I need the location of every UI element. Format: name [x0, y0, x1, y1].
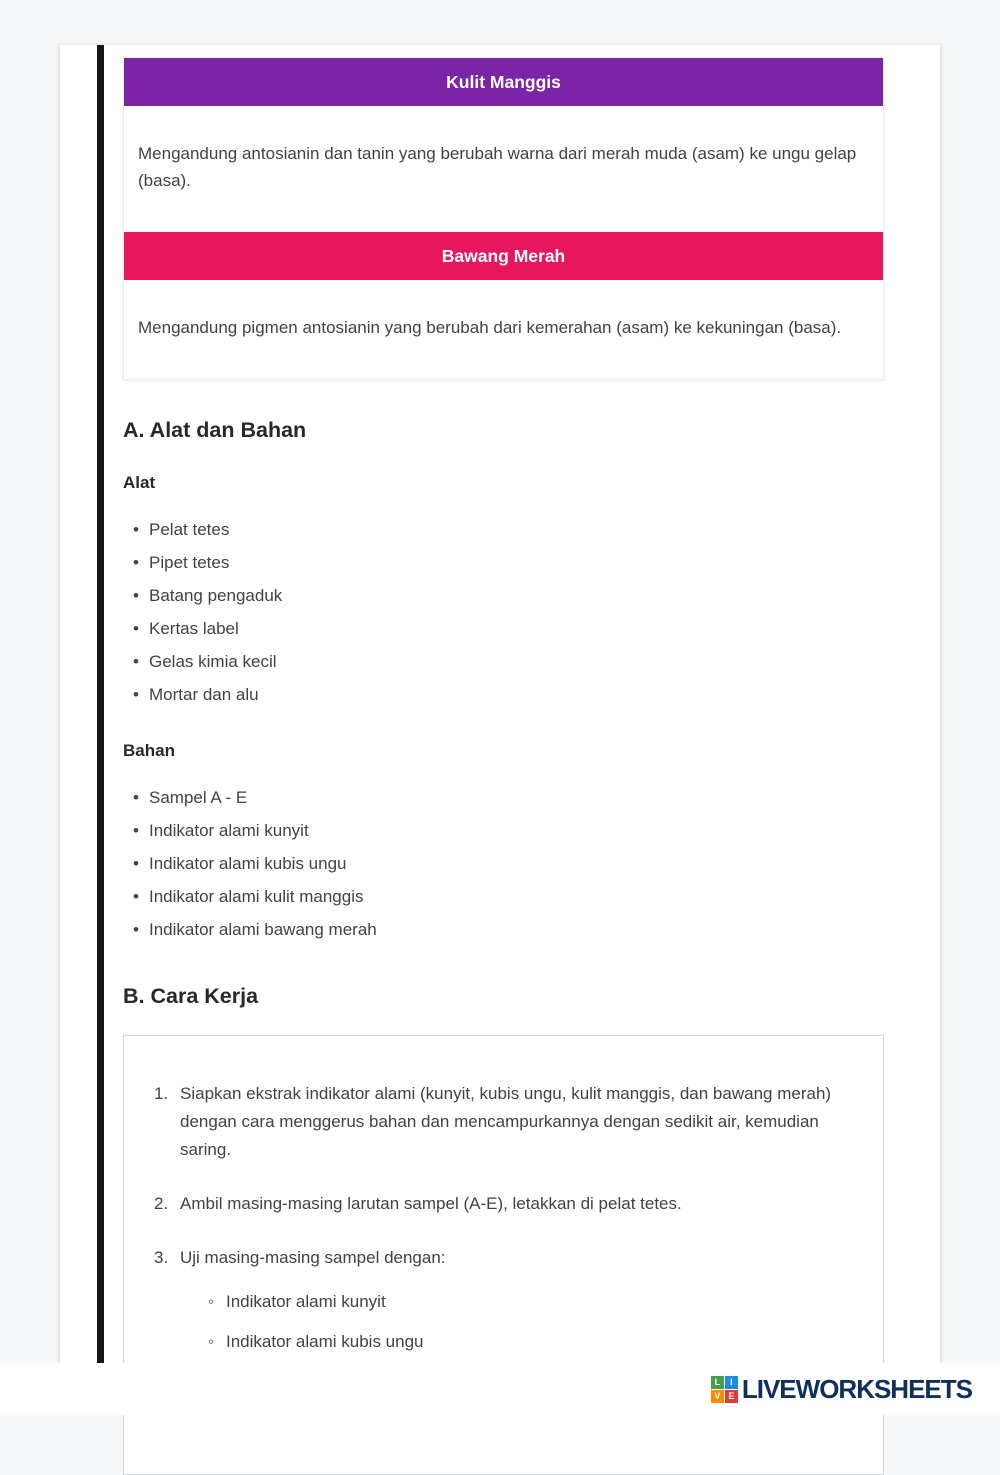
- indicator-info-card: [123, 57, 884, 380]
- list-item-text: Indikator alami kubis ungu: [226, 1332, 424, 1351]
- kulit-manggis-description: Mengandung antosianin dan tanin yang berubah warna dari merah muda (asam) ke ungu gelap (basa).: [138, 144, 857, 190]
- list-item-text: Indikator alami kulit manggis: [149, 887, 364, 906]
- bahan-label: Bahan: [123, 741, 175, 760]
- step-text: Uji masing-masing sampel dengan:: [180, 1248, 446, 1267]
- step-item: [154, 1080, 853, 1164]
- list-item-text: Indikator alami kunyit: [149, 821, 309, 840]
- section-b-title: B. Cara Kerja: [123, 984, 259, 1008]
- list-item: [208, 1328, 853, 1356]
- list-item-text: Indikator alami kubis ungu: [149, 854, 347, 873]
- list-item: [123, 612, 884, 645]
- kulit-manggis-title: Kulit Manggis: [446, 71, 561, 92]
- list-item-text: Indikator alami bawang merah: [149, 920, 377, 939]
- liveworksheets-logo[interactable]: [711, 1374, 972, 1405]
- list-item-text: Indikator alami kunyit: [226, 1292, 386, 1311]
- bawang-merah-header: [124, 232, 883, 280]
- step-number: 3.: [154, 1248, 169, 1267]
- list-item: [123, 678, 884, 711]
- list-item: [123, 781, 884, 814]
- footer: [0, 1363, 1000, 1415]
- list-item: [123, 814, 884, 847]
- list-item-text: Mortar dan alu: [149, 685, 259, 704]
- worksheet-content: [123, 45, 884, 1475]
- list-item: [123, 913, 884, 946]
- logo-letter-i: I: [725, 1376, 738, 1389]
- list-item: [123, 645, 884, 678]
- list-item-text: Batang pengaduk: [149, 586, 283, 605]
- list-item-text: Pipet tetes: [149, 553, 230, 572]
- list-item: [123, 546, 884, 579]
- alat-list: [123, 513, 884, 711]
- page-edge-line: [97, 45, 104, 1363]
- list-item: [123, 513, 884, 546]
- bawang-merah-title: Bawang Merah: [441, 245, 566, 266]
- list-item: [208, 1288, 853, 1316]
- list-item-text: Kertas label: [149, 619, 239, 638]
- list-item-text: Gelas kimia kecil: [149, 652, 277, 671]
- kulit-manggis-header: [124, 58, 883, 106]
- step-text: Ambil masing-masing larutan sampel (A-E), letakkan di pelat tetes.: [180, 1194, 682, 1213]
- logo-letter-e: E: [725, 1390, 738, 1403]
- alat-label: Alat: [123, 473, 156, 492]
- list-item: [123, 847, 884, 880]
- bahan-list: [123, 781, 884, 946]
- list-item: [123, 579, 884, 612]
- liveworksheets-brand-text: LIVEWORKSHEETS: [741, 1373, 972, 1404]
- step-text: Siapkan ekstrak indikator alami (kunyit, kubis ungu, kulit manggis, dan bawang merah) dengan cara menggerus bahan dan mencampurkannya dengan sedikit air, kemudian saring.: [180, 1084, 832, 1159]
- logo-letter-l: L: [711, 1376, 724, 1389]
- step-number: 2.: [154, 1194, 169, 1213]
- bawang-merah-description: Mengandung pigmen antosianin yang berubah dari kemerahan (asam) ke kekuningan (basa).: [138, 318, 842, 337]
- worksheet-page: [60, 45, 940, 1363]
- step-number: 1.: [154, 1084, 169, 1103]
- list-item-text: Pelat tetes: [149, 520, 230, 539]
- liveworksheets-logo-icon: [711, 1376, 738, 1403]
- list-item: [123, 880, 884, 913]
- section-a-title: A. Alat dan Bahan: [123, 418, 307, 442]
- logo-letter-v: V: [711, 1390, 724, 1403]
- list-item-text: Sampel A - E: [149, 788, 248, 807]
- step-item: [154, 1190, 853, 1218]
